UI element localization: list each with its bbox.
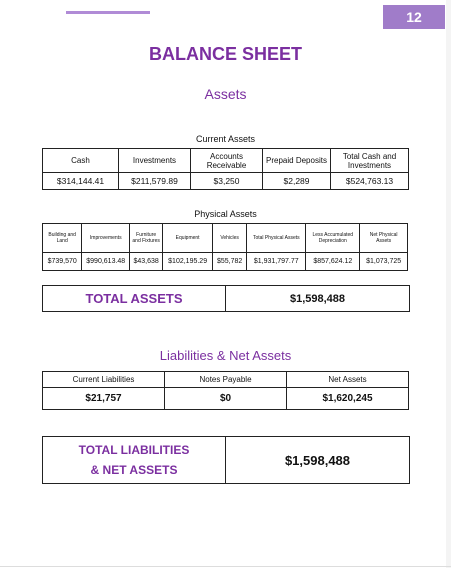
value-equipment: $102,195.29 [163, 253, 213, 271]
page-number-badge: 12 [383, 5, 445, 29]
value-current-liabilities: $21,757 [43, 388, 165, 410]
total-assets-label: TOTAL ASSETS [43, 286, 226, 311]
liabilities-table [42, 371, 409, 410]
value-improvements: $990,613.48 [82, 253, 130, 271]
total-assets-box [42, 285, 410, 312]
value-net-assets: $1,620,245 [287, 388, 409, 410]
total-liabilities-label-line2: & NET ASSETS [90, 463, 178, 477]
value-total-cash-investments: $524,763.13 [331, 173, 409, 190]
value-prepaid-deposits: $2,289 [263, 173, 331, 190]
header-improvements: Improvements [82, 224, 130, 253]
header-current-liabilities: Current Liabilities [43, 372, 165, 388]
footer-divider [0, 566, 451, 567]
header-net-assets: Net Assets [287, 372, 409, 388]
total-liabilities-label [43, 437, 226, 483]
value-building-land: $739,570 [43, 253, 82, 271]
total-liabilities-box [42, 436, 410, 484]
header-investments: Investments [119, 149, 191, 173]
total-assets-value: $1,598,488 [289, 292, 346, 305]
header-accounts-receivable: Accounts Receivable [191, 149, 263, 173]
value-investments: $211,579.89 [119, 173, 191, 190]
header-vehicles: Vehicles [213, 224, 247, 253]
liabilities-heading: Liabilities & Net Assets [159, 348, 292, 363]
value-accounts-receivable: $3,250 [191, 173, 263, 190]
total-liabilities-value: $1,598,488 [284, 452, 351, 468]
physical-assets-table [42, 223, 408, 271]
page-title: BALANCE SHEET [148, 44, 302, 64]
decorative-top-bar [66, 11, 150, 14]
header-building-land: Building and Land [43, 224, 82, 253]
header-furniture-fixtures: Furniture and Fixtures [130, 224, 163, 253]
header-cash: Cash [43, 149, 119, 173]
header-prepaid-deposits: Prepaid Deposits [263, 149, 331, 173]
value-notes-payable: $0 [165, 388, 287, 410]
header-total-physical-assets: Total Physical Assets [247, 224, 306, 253]
current-assets-caption: Current Assets [195, 134, 256, 144]
value-accumulated-depreciation: $857,624.12 [306, 253, 360, 271]
header-total-cash-investments: Total Cash and Investments [331, 149, 409, 173]
value-furniture-fixtures: $43,638 [130, 253, 163, 271]
value-total-physical-assets: $1,931,797.77 [247, 253, 306, 271]
current-assets-table [42, 148, 409, 190]
value-cash: $314,144.41 [43, 173, 119, 190]
header-equipment: Equipment [163, 224, 213, 253]
header-accumulated-depreciation: Less Accumulated Depreciation [306, 224, 360, 253]
value-vehicles: $55,782 [213, 253, 247, 271]
physical-assets-caption: Physical Assets [194, 209, 257, 219]
header-net-physical-assets: Net Physical Assets [360, 224, 408, 253]
value-net-physical-assets: $1,073,725 [360, 253, 408, 271]
total-liabilities-label-line1: TOTAL LIABILITIES [78, 443, 190, 457]
assets-heading: Assets [204, 86, 247, 102]
header-notes-payable: Notes Payable [165, 372, 287, 388]
